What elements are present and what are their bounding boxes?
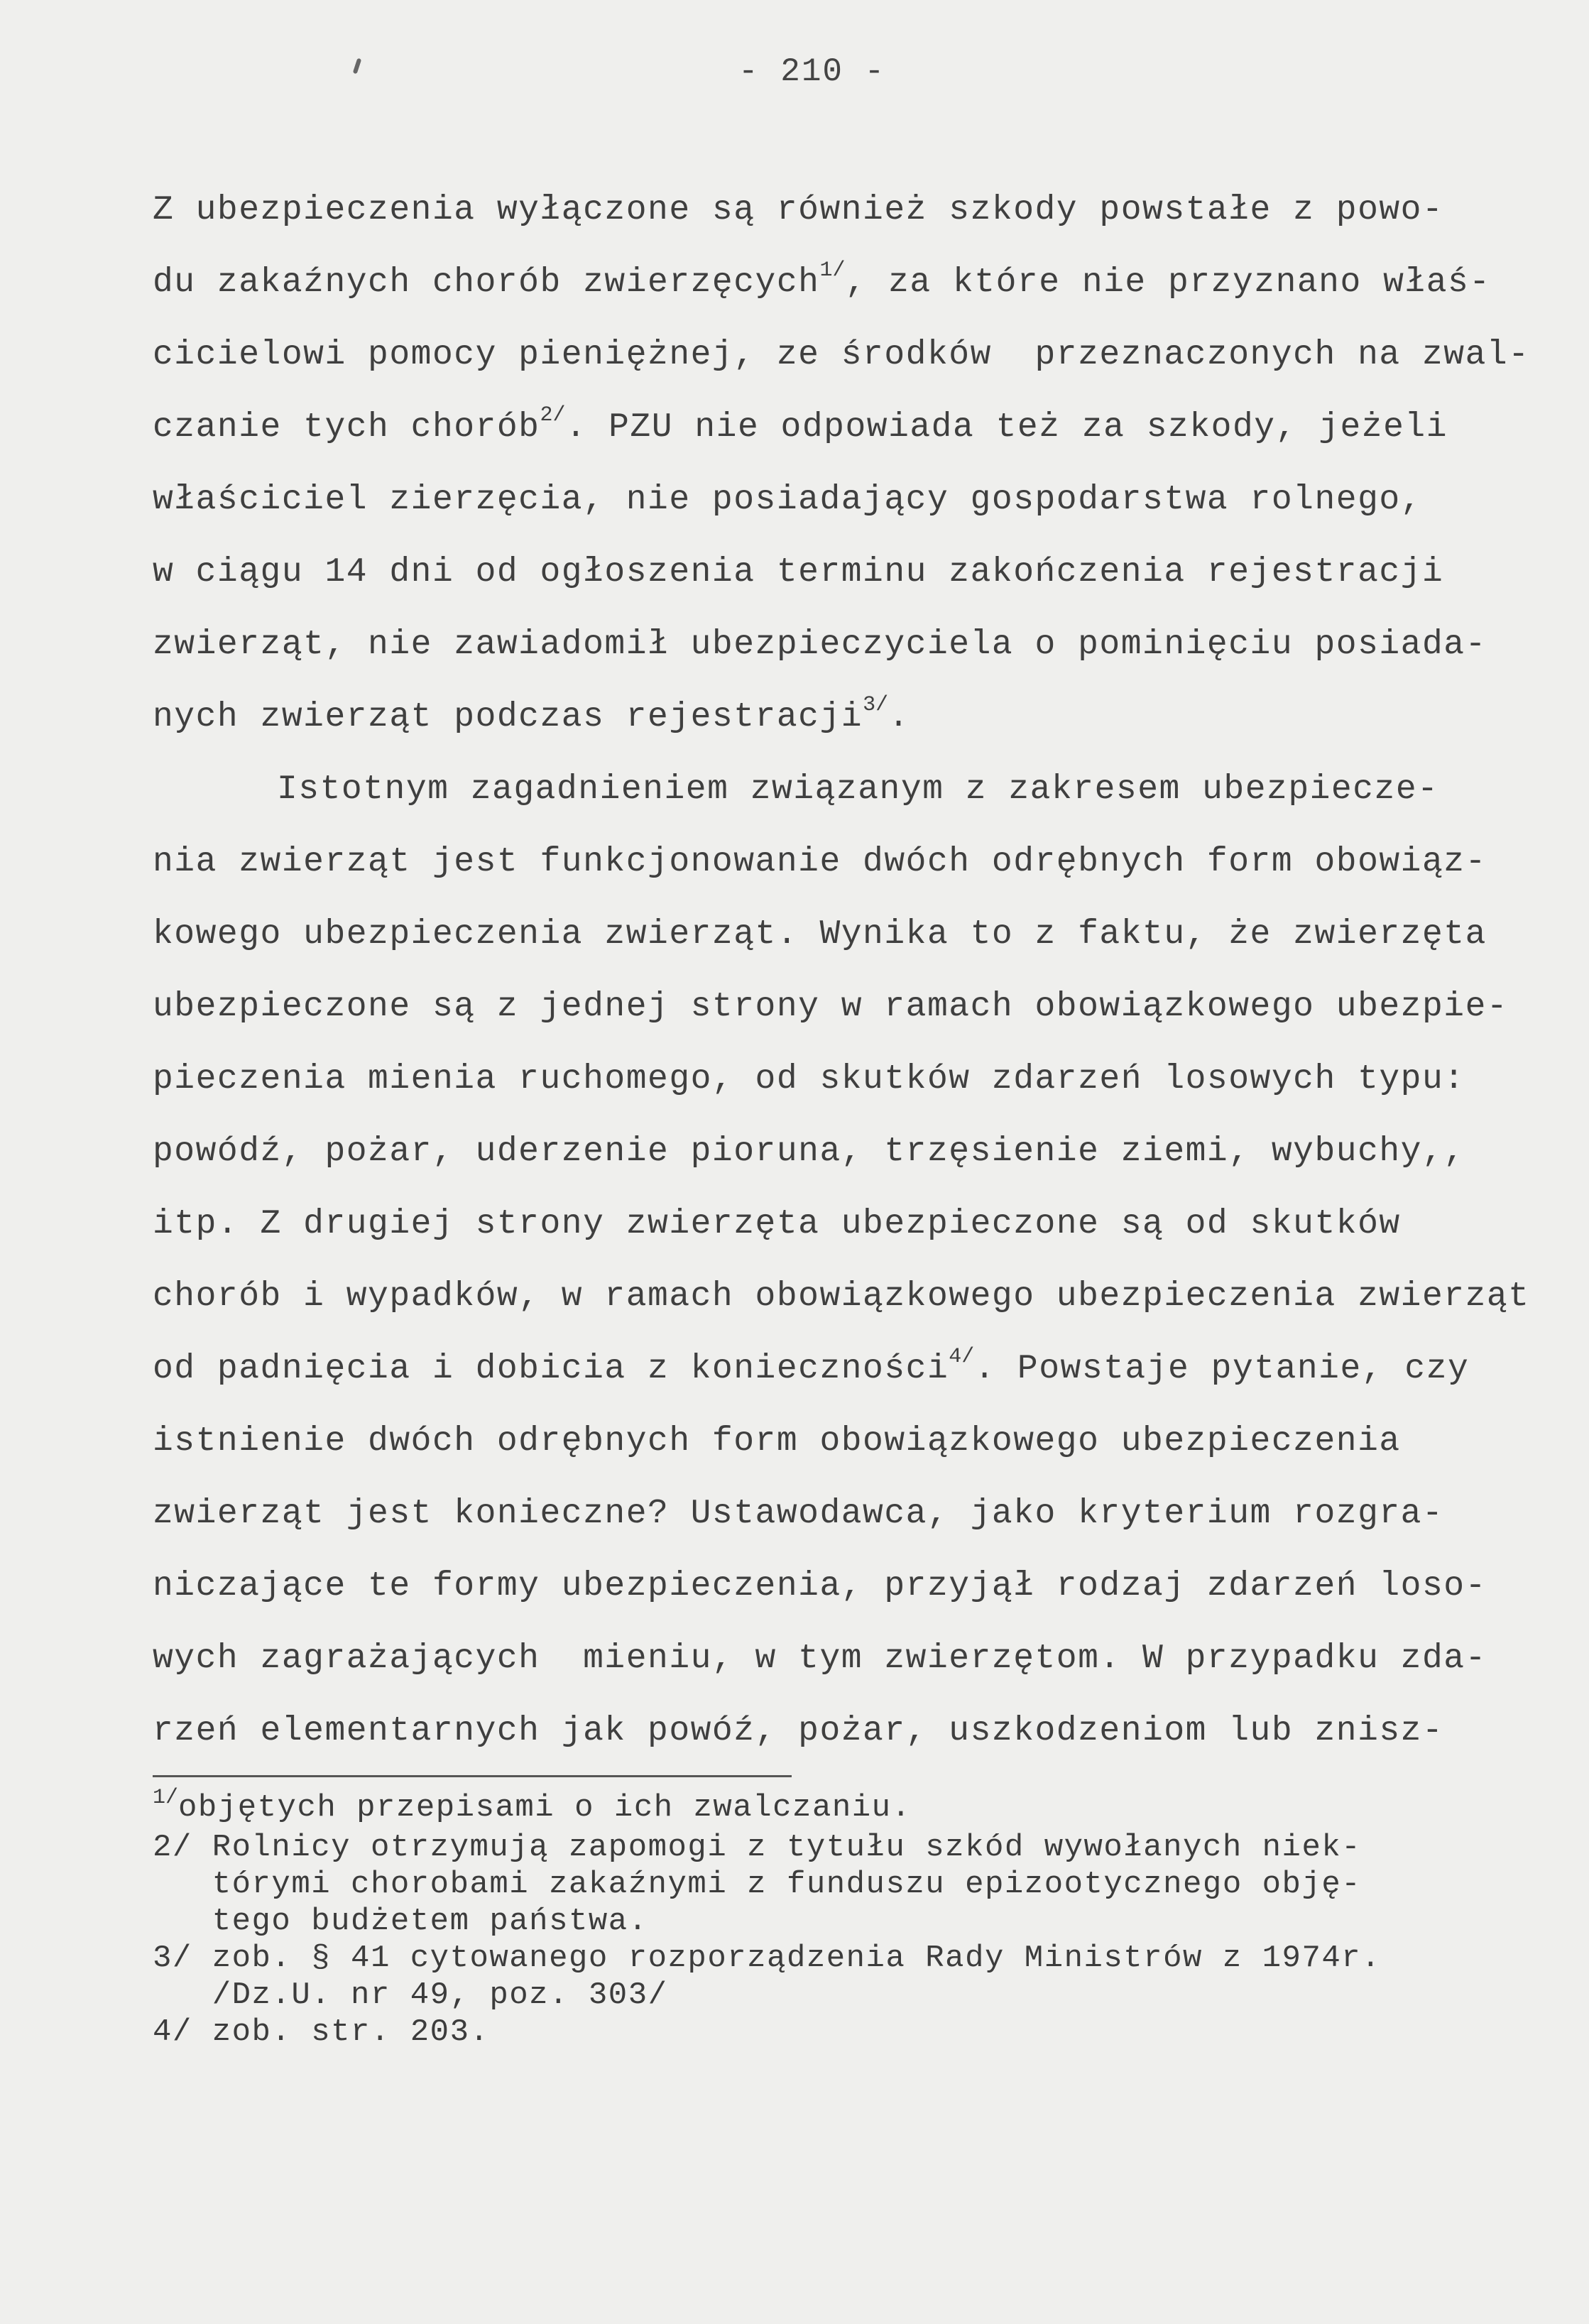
footnote-divider (153, 1775, 792, 1777)
paragraph-2-line-3: kowego ubezpieczenia zwierząt. Wynika to z faktu, że zwierzęta (153, 915, 1487, 954)
text-segment: . PZU nie odpowiada też za szkody, jeżeli (565, 408, 1448, 447)
text-segment: nych zwierząt podczas rejestracji (153, 698, 863, 736)
text-segment: . (888, 698, 910, 736)
body-text (153, 174, 1544, 1767)
paragraph-1-line-7: zwierząt, nie zawiadomił ubezpieczyciela o pominięciu posiada- (153, 626, 1487, 664)
footnote-1 (153, 1786, 1544, 1829)
paragraph-2-line-9 (153, 1333, 1544, 1405)
paragraph-2-line-2: nia zwierząt jest funkcjonowanie dwóch odrębnych form obowiąz- (153, 843, 1487, 881)
paragraph-1-line-1: Z ubezpieczenia wyłączone są również szkody powstałe z powo- (153, 191, 1444, 229)
text-segment: du zakaźnych chorób zwierzęcych (153, 263, 820, 302)
paragraph-2-line-6: powódź, pożar, uderzenie pioruna, trzęsienie ziemi, wybuchy,, (153, 1133, 1465, 1171)
paragraph-1-line-5: właściciel zierzęcia, nie posiadający gospodarstwa rolnego, (153, 481, 1422, 519)
paragraph-1-line-3: cicielowi pomocy pieniężnej, ze środków przeznaczonych na zwal- (153, 336, 1530, 374)
text-segment: od padnięcia i dobicia z konieczności (153, 1350, 949, 1388)
footnote-ref-4: 4/ (949, 1345, 975, 1369)
paragraph-1-line-2 (153, 246, 1544, 319)
text-segment: , za które nie przyznano właś- (845, 263, 1491, 302)
paragraph-2-line-7: itp. Z drugiej strony zwierzęta ubezpieczone są od skutków (153, 1205, 1401, 1243)
paragraph-2-line-5: pieczenia mienia ruchomego, od skutków zdarzeń losowych typu: (153, 1060, 1465, 1098)
paragraph-2-line-11: zwierząt jest konieczne? Ustawodawca, jako kryterium rozgra- (153, 1495, 1444, 1533)
footnote-2-line-1: 2/ Rolnicy otrzymują zapomogi z tytułu szkód wywołanych niek- (153, 1830, 1362, 1865)
text-segment: czanie tych chorób (153, 408, 540, 447)
footnote-4: 4/ zob. str. 203. (153, 2014, 490, 2050)
paragraph-2-line-10: istnienie dwóch odrębnych form obowiązkowego ubezpieczenia (153, 1422, 1401, 1461)
footnote-1-marker: 1/ (153, 1786, 179, 1810)
footnote-3-line-2: /Dz.U. nr 49, poz. 303/ (153, 1977, 668, 2013)
paragraph-2-line-14: rzeń elementarnych jak powóź, pożar, uszkodzeniom lub znisz- (153, 1712, 1444, 1750)
stray-ink-mark (353, 58, 362, 75)
footnote-ref-1: 1/ (819, 258, 846, 283)
page-number: - 210 - (738, 53, 886, 90)
footnotes (153, 1786, 1544, 2051)
footnote-1-text: objętych przepisami o ich zwalczaniu. (178, 1790, 912, 1826)
footnote-2-line-2: tórymi chorobami zakaźnymi z funduszu epizootycznego obję- (153, 1867, 1362, 1902)
footnote-2-line-3: tego budżetem państwa. (153, 1904, 648, 1939)
paragraph-2-line-12: niczające te formy ubezpieczenia, przyjął rodzaj zdarzeń loso- (153, 1567, 1487, 1605)
paragraph-2-line-8: chorób i wypadków, w ramach obowiązkowego ubezpieczenia zwierząt (153, 1277, 1530, 1316)
footnote-ref-3: 3/ (863, 693, 889, 717)
footnote-3-line-1: 3/ zob. § 41 cytowanego rozporządzenia Rady Ministrów z 1974r. (153, 1941, 1382, 1976)
paragraph-1-line-8 (153, 681, 1544, 753)
footnote-ref-2: 2/ (540, 403, 566, 427)
paragraph-2-line-13: wych zagrażających mieniu, w tym zwierzętom. W przypadku zda- (153, 1640, 1487, 1678)
text-segment: . Powstaje pytanie, czy (974, 1350, 1470, 1388)
paragraph-2-line-4: ubezpieczone są z jednej strony w ramach obowiązkowego ubezpie- (153, 988, 1509, 1026)
paragraph-2-line-1: Istotnym zagadnieniem związanym z zakresem ubezpiecze- (277, 770, 1439, 809)
paragraph-1-line-4 (153, 391, 1544, 464)
paragraph-1-line-6: w ciągu 14 dni od ogłoszenia terminu zakończenia rejestracji (153, 553, 1444, 591)
